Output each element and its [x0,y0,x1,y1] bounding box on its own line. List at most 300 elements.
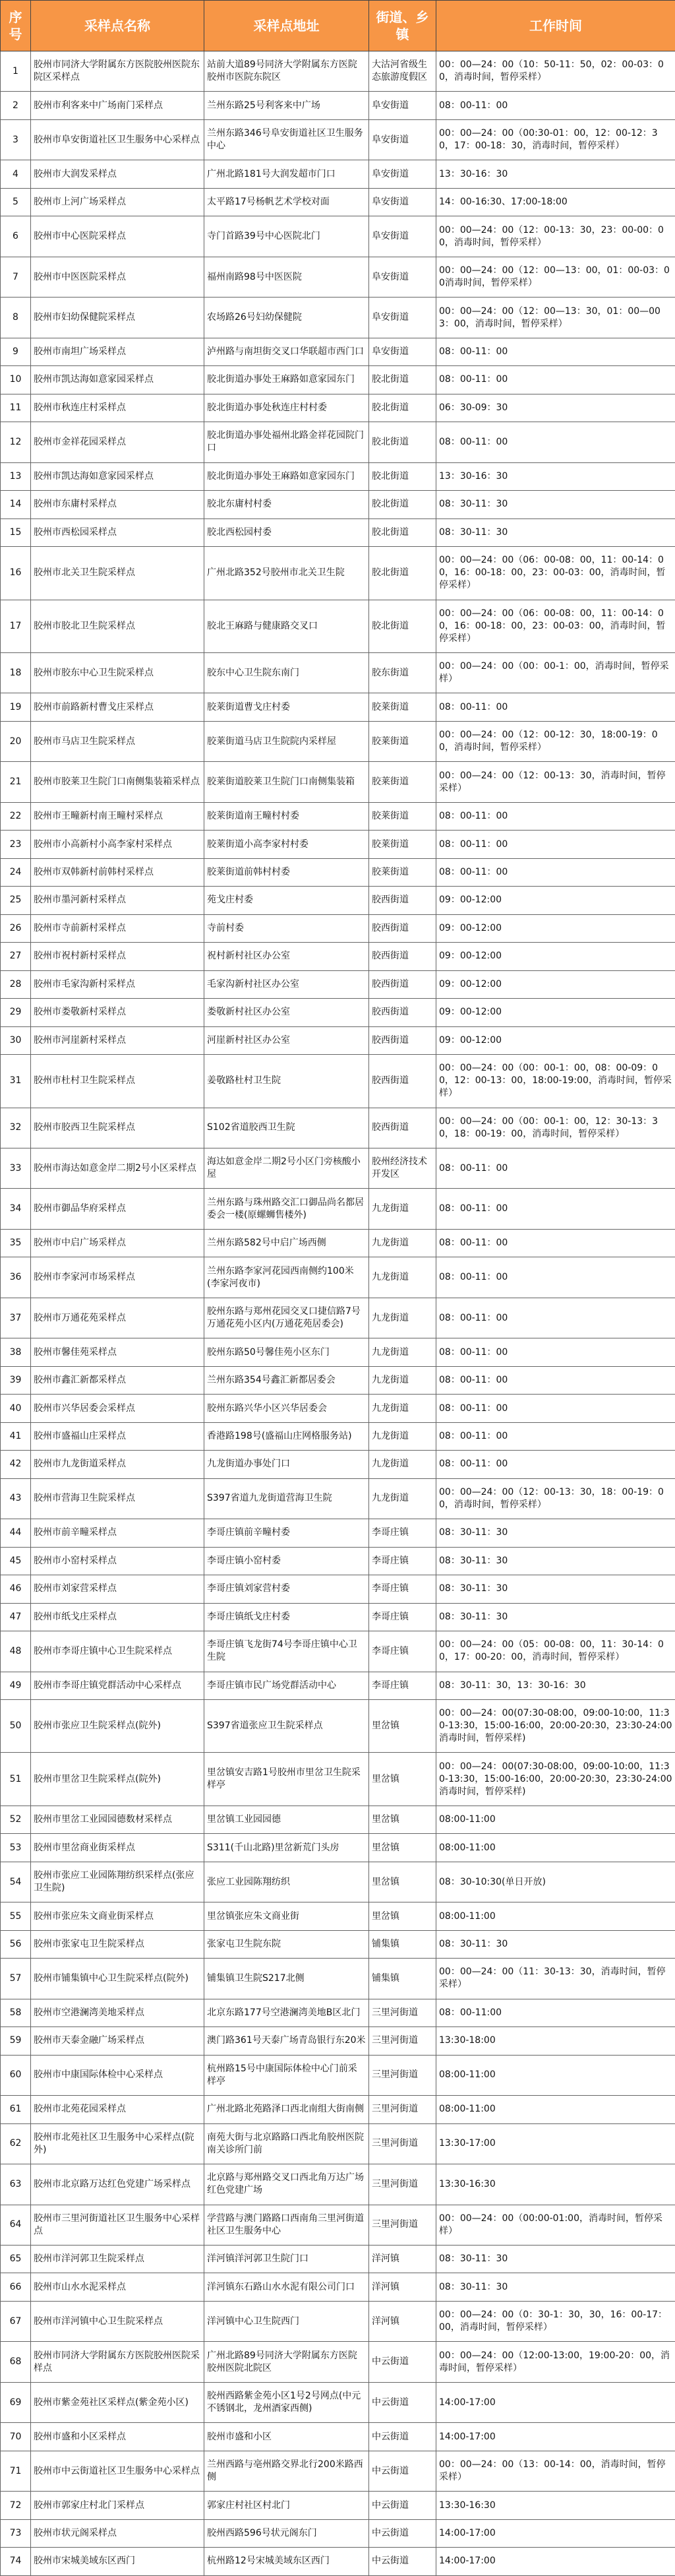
seq: 5 [1,188,31,216]
table-row [1,1862,675,1902]
seq: 32 [1,1108,31,1148]
work-time: 08：30-11：30 [436,2246,675,2273]
point-name: 胶州市利客来中广场南门采样点 [31,92,204,119]
header-time: 工作时间 [436,1,675,51]
point-name: 胶州市中康国际体检中心采样点 [31,2055,204,2095]
point-street: 铺集镇 [369,1930,436,1958]
work-time: 00：00—24：00（12:00-13:00，19:00-20：00，消毒时间，暂停采样） [436,2342,675,2382]
work-time: 08：00-11：00 [436,422,675,462]
point-address: 兰州西路与亳州路交界北行200米路西侧 [204,2451,369,2491]
work-time: 08：00-11：00 [436,338,675,365]
seq: 11 [1,394,31,422]
seq: 28 [1,970,31,998]
header-seq: 序号 [1,1,31,51]
seq: 33 [1,1148,31,1189]
point-street: 李哥庄镇 [369,1631,436,1672]
point-street: 阜安街道 [369,188,436,216]
point-address: 娄敬新村社区办公室 [204,999,369,1026]
table-row [1,1298,675,1338]
point-address: 兰州东路与珠州路交汇口御品尚名都居委会一楼(原螺蛳售楼外) [204,1189,369,1229]
point-address: 胶莱街道南王疃村村委 [204,802,369,830]
point-name: 胶州市北关卫生院采样点 [31,547,204,600]
table-row [1,858,675,886]
point-address: 毛家沟新村社区办公室 [204,970,369,998]
point-address: 泸州路与南坦街交叉口华联超市西门口 [204,338,369,365]
table-row [1,547,675,600]
work-time: 08：30-11：30 [436,1547,675,1575]
work-time: 08：00-11：00 [436,1257,675,1298]
point-street: 胶西街道 [369,999,436,1026]
point-street: 胶西街道 [369,914,436,942]
seq: 70 [1,2423,31,2451]
seq: 52 [1,1806,31,1833]
work-time: 00：00—24：00（00:30-01：00，12：00-12：30，17：00-18：30，消毒时间，暂停采样） [436,119,675,160]
seq: 58 [1,1999,31,2026]
table-row [1,2492,675,2519]
point-street: 胶北街道 [369,422,436,462]
table-row [1,1189,675,1229]
point-address: 广州北路89号同济大学附属东方医院胶州医院北院区 [204,2342,369,2382]
point-street: 李哥庄镇 [369,1547,436,1575]
point-street: 胶西街道 [369,1055,436,1108]
seq: 21 [1,762,31,802]
work-time: 08：00-11：00 [436,92,675,119]
seq: 4 [1,160,31,188]
table-row [1,2246,675,2273]
point-street: 九龙街道 [369,1451,436,1478]
point-name: 胶州市洋河郭卫生院采样点 [31,2246,204,2273]
point-address: 胶莱街道前韩村村委 [204,858,369,886]
point-address: 胶州东路兴华小区兴华居委会 [204,1395,369,1422]
seq: 62 [1,2123,31,2164]
table-row [1,1834,675,1862]
point-name: 胶州市宋城美域东区西门 [31,2548,204,2575]
header-name: 采样点名称 [31,1,204,51]
point-street: 胶莱街道 [369,802,436,830]
point-name: 胶州市郭家庄村北门采样点 [31,2492,204,2519]
point-name: 胶州市毛家沟新村采样点 [31,970,204,998]
point-street: 胶北街道 [369,366,436,394]
work-time: 08：30-11：30 [436,491,675,518]
point-street: 李哥庄镇 [369,1603,436,1631]
point-name: 胶州市前路新村曹戈庄采样点 [31,693,204,721]
point-name: 胶州市同济大学附属东方医院胶州医院采样点 [31,2342,204,2382]
point-address: 姜敬路杜村卫生院 [204,1055,369,1108]
table-row [1,216,675,257]
seq: 51 [1,1753,31,1806]
seq: 65 [1,2246,31,2273]
seq: 18 [1,652,31,693]
point-address: 胶北东庸村村委 [204,491,369,518]
work-time: 08:00-11:00 [436,1902,675,1930]
work-time: 00：00—24：00（00：00-1：00，12：30-13：30，18：00-19：00，消毒时间，暂停采样） [436,1108,675,1148]
work-time: 00：00—24：00(07:30-08:00，09:00-10:00，11:30-13:30，15:00-16:00，20:00-20:30，23:30-24:00消毒时间，暂停采样) [436,1753,675,1806]
point-address: 南苑大街与北京路路口西北角胶州医院南关诊所门前 [204,2123,369,2164]
seq: 40 [1,1395,31,1422]
point-street: 胶州经济技术开发区 [369,1148,436,1189]
work-time: 08：30-10:30(单日开放) [436,1862,675,1902]
table-row [1,2273,675,2301]
point-address: 香港路198号(盛福山庄网格服务站) [204,1422,369,1450]
point-street: 洋河镇 [369,2246,436,2273]
point-street: 胶莱街道 [369,831,436,858]
point-name: 胶州市九龙街道采样点 [31,1451,204,1478]
seq: 8 [1,298,31,338]
point-street: 九龙街道 [369,1422,436,1450]
work-time: 13:30-17:00 [436,2123,675,2164]
point-name: 胶州市兴华居委会采样点 [31,1395,204,1422]
seq: 23 [1,831,31,858]
point-address: 里岔镇安吉路1号胶州市里岔卫生院采样亭 [204,1753,369,1806]
table-row [1,1959,675,1999]
point-name: 胶州市空港澜湾美地采样点 [31,1999,204,2026]
work-time: 08:00-11:00 [436,1806,675,1833]
point-street: 阜安街道 [369,338,436,365]
point-street: 胶北街道 [369,600,436,652]
table-row [1,2055,675,2095]
point-street: 胶北街道 [369,462,436,490]
work-time: 00：00—24：00（12：00-13：30，18：00-19：00，消毒时间，暂停采样） [436,1478,675,1519]
seq: 2 [1,92,31,119]
point-address: 李哥庄镇市民广场党群活动中心 [204,1672,369,1699]
point-street: 胶北街道 [369,518,436,546]
seq: 59 [1,2027,31,2055]
work-time: 08：00-11：00 [436,1338,675,1366]
point-address: 胶州西路紫金苑小区1号2号网点(中元不锈钢北，龙州酒家西侧) [204,2382,369,2422]
work-time: 08：00-11：00 [436,1229,675,1257]
seq: 57 [1,1959,31,1999]
table-row [1,2123,675,2164]
work-time: 00：00—24：00（12：00-13：30，消毒时间，暂停采样） [436,762,675,802]
work-time: 08：30-11：30 [436,1603,675,1631]
point-name: 胶州市马店卫生院采样点 [31,721,204,761]
point-street: 李哥庄镇 [369,1519,436,1547]
work-time: 09：00-12:00 [436,914,675,942]
point-name: 胶州市中启广场采样点 [31,1229,204,1257]
seq: 56 [1,1930,31,1958]
table-row [1,462,675,490]
seq: 64 [1,2205,31,2245]
point-name: 胶州市状元阁采样点 [31,2519,204,2547]
work-time: 00：00—24：00（06：00-08：00，11：00-14：00，16：00-18：00，23：00-03：00，消毒时间，暂停采样） [436,600,675,652]
seq: 37 [1,1298,31,1338]
table-row [1,1753,675,1806]
point-name: 胶州市祝村新村采样点 [31,943,204,970]
table-row [1,2548,675,2575]
table-row [1,518,675,546]
point-street: 中云街道 [369,2342,436,2382]
point-name: 胶州市东庸村采样点 [31,491,204,518]
point-name: 胶州市胶东中心卫生院采样点 [31,652,204,693]
point-address: 兰州东路582号中启广场西侧 [204,1229,369,1257]
table-row [1,2096,675,2123]
point-address: 九龙街道办事处门口 [204,1451,369,1478]
point-name: 胶州市王疃新村南王疃村采样点 [31,802,204,830]
work-time: 08：00-11：00 [436,1366,675,1394]
seq: 3 [1,119,31,160]
point-address: 澳门路361号天泰广场青岛银行东20米 [204,2027,369,2055]
table-row [1,1338,675,1366]
point-name: 胶州市张家屯卫生院采样点 [31,1930,204,1958]
point-address: 里岔镇工业园园德 [204,1806,369,1833]
point-name: 胶州市海达如意金岸二期2号小区采样点 [31,1148,204,1189]
table-row [1,160,675,188]
seq: 44 [1,1519,31,1547]
seq: 1 [1,51,31,92]
point-name: 胶州市李哥庄镇中心卫生院采样点 [31,1631,204,1672]
point-name: 胶州市北苑花园采样点 [31,2096,204,2123]
seq: 22 [1,802,31,830]
seq: 50 [1,1699,31,1752]
point-address: 铺集镇卫生院S217北侧 [204,1959,369,1999]
point-address: 里岔镇张应朱文商业街 [204,1902,369,1930]
table-row [1,1026,675,1054]
point-address: 兰州东路354号鑫汇新都居委会 [204,1366,369,1394]
work-time: 00：00—24：00（0：30-1：30，30，16：00-17：00，消毒时间，暂停采样） [436,2301,675,2341]
seq: 7 [1,257,31,297]
table-row [1,1806,675,1833]
point-street: 胶莱街道 [369,858,436,886]
point-street: 九龙街道 [369,1229,436,1257]
table-row [1,1999,675,2026]
point-street: 胶西街道 [369,1026,436,1054]
point-name: 胶州市河崖新村采样点 [31,1026,204,1054]
point-name: 胶州市天泰金融广场采样点 [31,2027,204,2055]
table-row [1,693,675,721]
point-name: 胶州市阜安街道社区卫生服务中心采样点 [31,119,204,160]
point-address: 胶北王麻路与健康路交叉口 [204,600,369,652]
point-street: 里岔镇 [369,1699,436,1752]
table-row [1,652,675,693]
point-name: 胶州市前辛疃采样点 [31,1519,204,1547]
work-time: 08：00-11：00 [436,1298,675,1338]
point-street: 胶北街道 [369,547,436,600]
seq: 71 [1,2451,31,2491]
table-row [1,1108,675,1148]
point-street: 中云街道 [369,2423,436,2451]
point-street: 大沽河省级生态旅游度假区 [369,51,436,92]
table-row [1,721,675,761]
table-row [1,1257,675,1298]
header-address: 采样点地址 [204,1,369,51]
seq: 36 [1,1257,31,1298]
point-name: 胶州市上河广场采样点 [31,188,204,216]
seq: 14 [1,491,31,518]
point-address: 洋河镇东石路山水水泥有限公司门口 [204,2273,369,2301]
point-address: 农场路26号妇幼保健院 [204,298,369,338]
table-row [1,188,675,216]
point-street: 里岔镇 [369,1862,436,1902]
seq: 46 [1,1575,31,1603]
table-row [1,491,675,518]
point-street: 胶西街道 [369,970,436,998]
point-street: 中云街道 [369,2519,436,2547]
point-address: 广州北路北苑路泽口西北南组大街南侧 [204,2096,369,2123]
point-address: 洋河镇中心卫生院西门 [204,2301,369,2341]
point-name: 胶州市金祥花园采样点 [31,422,204,462]
point-street: 里岔镇 [369,1902,436,1930]
point-street: 胶北街道 [369,394,436,422]
point-street: 中云街道 [369,2492,436,2519]
point-address: 胶莱街道马店卫生院院内采样屋 [204,721,369,761]
table-row [1,943,675,970]
work-time: 08：30-11：30，13：30-16：30 [436,1672,675,1699]
seq: 68 [1,2342,31,2382]
point-name: 胶州市张应卫生院采样点(院外) [31,1699,204,1752]
point-name: 胶州市里岔商业街采样点 [31,1834,204,1862]
seq: 34 [1,1189,31,1229]
point-address: 胶莱街道曹戈庄村委 [204,693,369,721]
seq: 25 [1,887,31,914]
table-row [1,298,675,338]
point-street: 胶莱街道 [369,693,436,721]
work-time: 13:30-16:30 [436,2492,675,2519]
point-address: 胶北街道办事处王麻路如意家园东门 [204,366,369,394]
point-address: 太平路17号杨帆艺术学校对面 [204,188,369,216]
point-name: 胶州市中心医院采样点 [31,216,204,257]
point-name: 胶州市中医医院采样点 [31,257,204,297]
seq: 35 [1,1229,31,1257]
table-row [1,119,675,160]
point-street: 铺集镇 [369,1959,436,1999]
point-name: 胶州市凯达海如意家园采样点 [31,462,204,490]
point-address: 北京路与郑州路交叉口西北角万达广场红色党建广场 [204,2164,369,2205]
point-name: 胶州市张应朱文商业街采样点 [31,1902,204,1930]
seq: 19 [1,693,31,721]
table-header-row [1,1,675,51]
table-row [1,394,675,422]
point-street: 阜安街道 [369,119,436,160]
seq: 16 [1,547,31,600]
point-street: 阜安街道 [369,257,436,297]
table-row [1,1631,675,1672]
work-time: 06：30-09：30 [436,394,675,422]
work-time: 09：00-12:00 [436,999,675,1026]
seq: 55 [1,1902,31,1930]
point-address: S102省道胶西卫生院 [204,1108,369,1148]
point-name: 胶州市馨佳苑采样点 [31,1338,204,1366]
seq: 29 [1,999,31,1026]
header-street: 街道、乡镇 [369,1,436,51]
point-address: 张家屯卫生院东院 [204,1930,369,1958]
point-street: 里岔镇 [369,1806,436,1833]
point-street: 洋河镇 [369,2301,436,2341]
seq: 67 [1,2301,31,2341]
table-row [1,831,675,858]
table-row [1,257,675,297]
point-address: 胶东中心卫生院东南门 [204,652,369,693]
point-address: 广州北路352号胶州市北关卫生院 [204,547,369,600]
work-time: 09：00-12:00 [436,943,675,970]
seq: 73 [1,2519,31,2547]
point-street: 九龙街道 [369,1366,436,1394]
work-time: 00：00—24：00（13：00-14：00，消毒时间，暂停采样） [436,2451,675,2491]
point-address: 张应工业园陈翔纺织 [204,1862,369,1902]
table-row [1,914,675,942]
table-row [1,970,675,998]
point-address: 胶莱街道胶莱卫生院门口南侧集装箱 [204,762,369,802]
table-row [1,422,675,462]
point-address: 胶州东路与郑州花园交叉口捷信路7号万通花苑小区内(万通花苑居委会) [204,1298,369,1338]
point-name: 胶州市里岔卫生院采样点(院外) [31,1753,204,1806]
point-name: 胶州市同济大学附属东方医院胶州医院东院区采样点 [31,51,204,92]
work-time: 08：00-11：00 [436,1422,675,1450]
point-name: 胶州市胶西卫生院采样点 [31,1108,204,1148]
seq: 26 [1,914,31,942]
seq: 38 [1,1338,31,1366]
point-address: 寺前村委 [204,914,369,942]
work-time: 08：30-11：30 [436,1519,675,1547]
seq: 30 [1,1026,31,1054]
point-name: 胶州市大润发采样点 [31,160,204,188]
work-time: 14:00-17:00 [436,2382,675,2422]
work-time: 00：00—24：00（00:00-01:00，消毒时间，暂停采样） [436,2205,675,2245]
table-row [1,92,675,119]
point-name: 胶州市小高新村小高李家村采样点 [31,831,204,858]
point-street: 胶东街道 [369,652,436,693]
point-street: 胶西街道 [369,887,436,914]
point-name: 胶州市寺前新村采样点 [31,914,204,942]
point-street: 九龙街道 [369,1338,436,1366]
point-street: 胶西街道 [369,943,436,970]
table-row [1,1603,675,1631]
point-street: 三里河街道 [369,2096,436,2123]
point-street: 中云街道 [369,2548,436,2575]
point-street: 三里河街道 [369,1999,436,2026]
work-time: 08：30-11：30 [436,1575,675,1603]
point-name: 胶州市双韩新村前韩村采样点 [31,858,204,886]
point-address: 郭家庄村社区村北门 [204,2492,369,2519]
point-name: 胶州市张应工业园陈翔纺织采样点(张应卫生院) [31,1862,204,1902]
point-street: 三里河街道 [369,2205,436,2245]
work-time: 09：00-12:00 [436,887,675,914]
point-street: 九龙街道 [369,1257,436,1298]
seq: 69 [1,2382,31,2422]
point-address: 祝村新村社区办公室 [204,943,369,970]
work-time: 14:00-17:00 [436,2519,675,2547]
seq: 63 [1,2164,31,2205]
seq: 39 [1,1366,31,1394]
point-address: 杭州路12号宋城美域东区西门 [204,2548,369,2575]
point-street: 九龙街道 [369,1189,436,1229]
table-row [1,2342,675,2382]
point-name: 胶州市万通花苑采样点 [31,1298,204,1338]
point-address: 胶北街道办事处福州北路金祥花园院门口 [204,422,369,462]
seq: 72 [1,2492,31,2519]
point-name: 胶州市秋连庄村采样点 [31,394,204,422]
point-address: 苑戈庄村委 [204,887,369,914]
table-row [1,1699,675,1752]
point-name: 胶州市西松园采样点 [31,518,204,546]
work-time: 00：00—24：00（00：00-1：00，08：00-09：00，12：00-13：00，18:00-19:00，消毒时间，暂停采样） [436,1055,675,1108]
seq: 6 [1,216,31,257]
point-street: 三里河街道 [369,2055,436,2095]
point-street: 李哥庄镇 [369,1672,436,1699]
point-address: 胶州西路596号状元阁东门 [204,2519,369,2547]
point-name: 胶州市纸戈庄采样点 [31,1603,204,1631]
seq: 49 [1,1672,31,1699]
seq: 10 [1,366,31,394]
work-time: 00：00—24：00（11：30-13：30，消毒时间，暂停采样） [436,1959,675,1999]
seq: 54 [1,1862,31,1902]
seq: 42 [1,1451,31,1478]
point-name: 胶州市杜村卫生院采样点 [31,1055,204,1108]
work-time: 08：00-11：00 [436,802,675,830]
point-name: 胶州市娄敬新村采样点 [31,999,204,1026]
table-row [1,999,675,1026]
table-row [1,2027,675,2055]
point-name: 胶州市小窑村采样点 [31,1547,204,1575]
